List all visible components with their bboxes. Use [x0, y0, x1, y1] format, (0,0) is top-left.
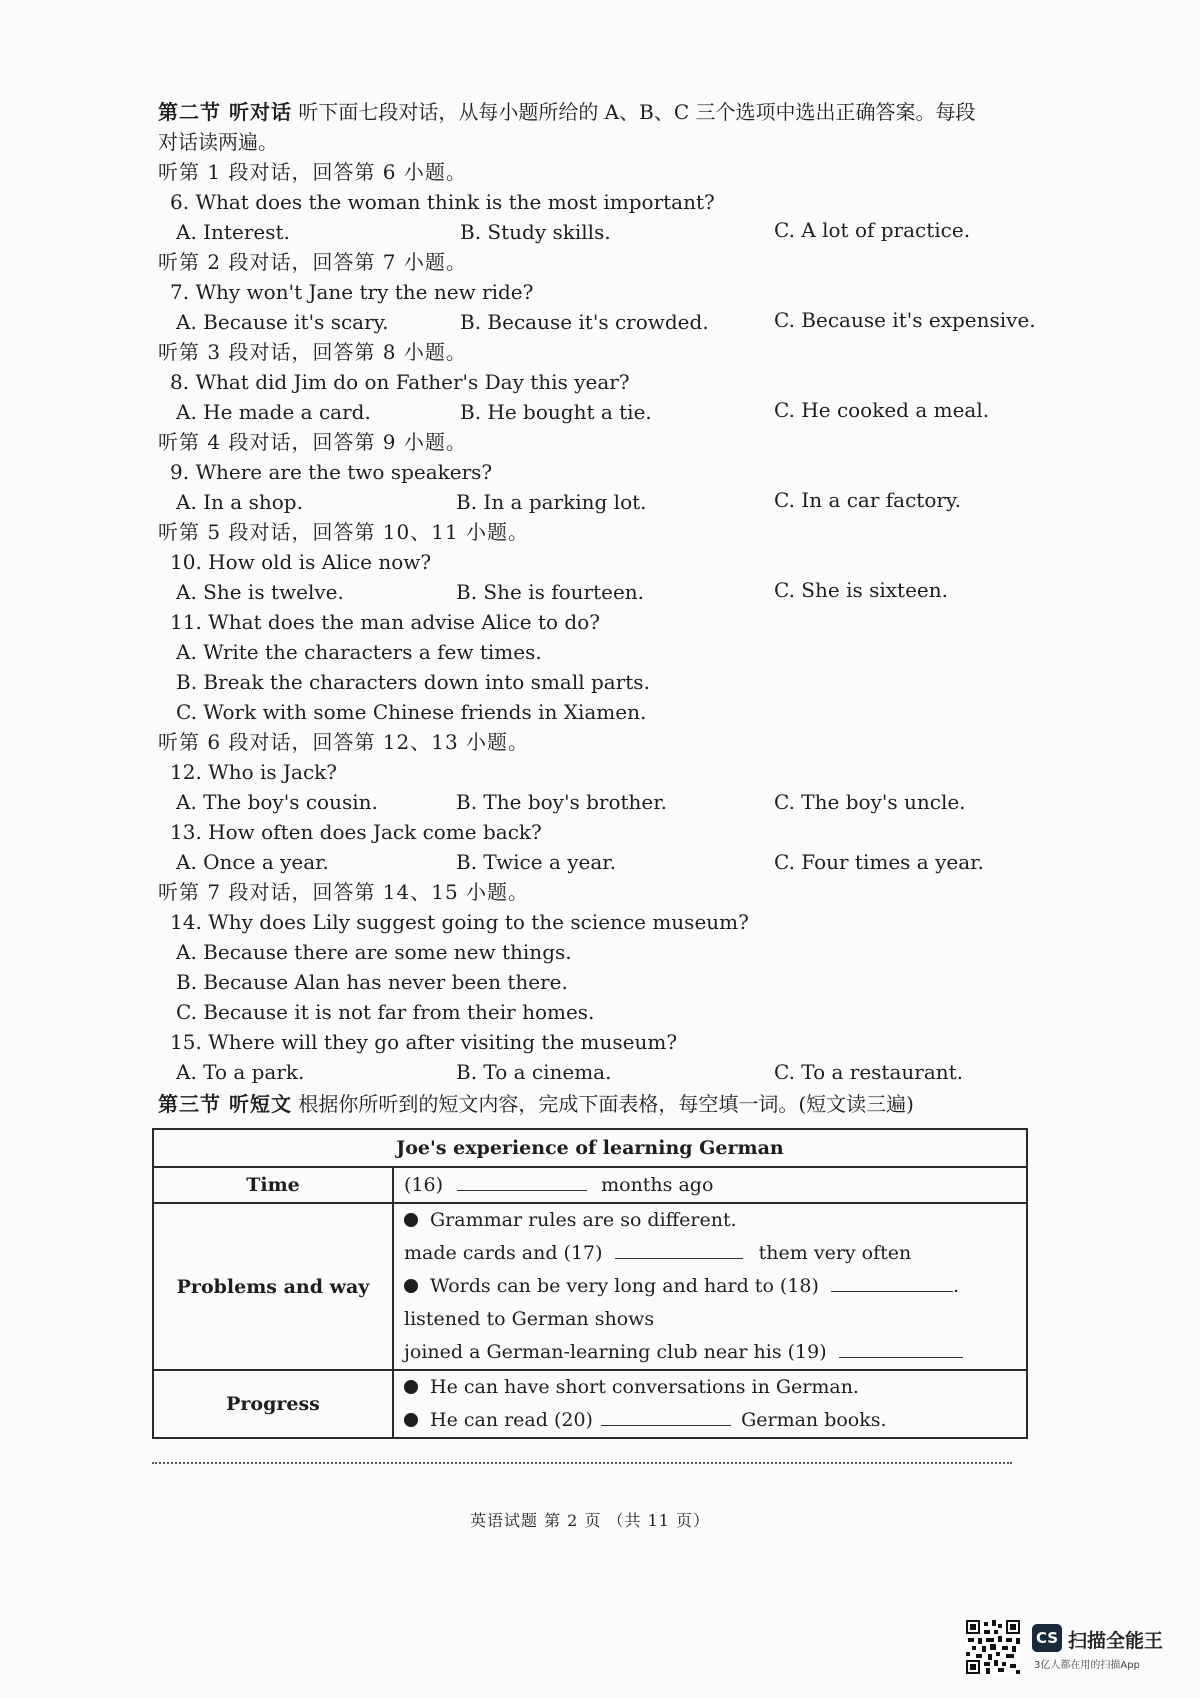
- option-b: B. Because it's crowded.: [460, 310, 709, 334]
- bullet-icon: [404, 1380, 418, 1394]
- option-b: B. To a cinema.: [456, 1060, 612, 1084]
- option-a: A. In a shop.: [176, 490, 303, 514]
- section3-instruction: 根据你所听到的短文内容，完成下面表格，每空填一词。(短文读三遍): [298, 1092, 914, 1116]
- blank-16[interactable]: [457, 1170, 587, 1191]
- dotted-divider: [152, 1462, 1012, 1464]
- blank-20[interactable]: [601, 1405, 731, 1426]
- option-c: C. Work with some Chinese friends in Xiamen.: [176, 700, 647, 724]
- progress-label: Progress: [153, 1370, 393, 1438]
- question-text: 14. Why does Lily suggest going to the science museum?: [170, 910, 749, 934]
- option-b: B. She is fourteen.: [456, 580, 645, 604]
- progress-read-pre: He can read (20): [430, 1409, 593, 1431]
- bullet-icon: [404, 1413, 418, 1427]
- option-c: C. Because it is not far from their homes.: [176, 1000, 595, 1024]
- section2-instruction: 听下面七段对话，从每小题所给的 A、B、C 三个选项中选出正确答案。每段: [298, 100, 976, 124]
- question-text: 13. How often does Jack come back?: [170, 820, 542, 844]
- option-a: A. Interest.: [176, 220, 290, 244]
- option-b: B. In a parking lot.: [456, 490, 647, 514]
- camscanner-tagline: 3亿人都在用的扫描App: [1034, 1660, 1140, 1671]
- option-a: A. Write the characters a few times.: [176, 640, 542, 664]
- bullet-icon: [404, 1213, 418, 1227]
- question-text: 6. What does the woman think is the most important?: [170, 190, 715, 214]
- problems-label: Problems and way: [153, 1203, 393, 1370]
- option-a: A. She is twelve.: [176, 580, 344, 604]
- option-b: B. The boy's brother.: [456, 790, 667, 814]
- camscanner-logo: CS: [1032, 1624, 1062, 1652]
- bullet-icon: [404, 1279, 418, 1293]
- option-c: C. Four times a year.: [774, 850, 984, 874]
- dialogue-intro: 听第 2 段对话，回答第 7 小题。: [158, 250, 467, 274]
- section2-heading: [158, 98, 976, 126]
- option-b: B. Twice a year.: [456, 850, 617, 874]
- option-a: A. Because it's scary.: [176, 310, 389, 334]
- progress-conversations: He can have short conversations in German.: [430, 1376, 859, 1398]
- way-cards-pre: made cards and (17): [404, 1242, 603, 1264]
- progress-cell: [393, 1370, 1027, 1438]
- option-c: C. A lot of practice.: [774, 218, 971, 242]
- problem-words-end: .: [952, 1275, 960, 1297]
- way-cards-post: them very often: [758, 1242, 912, 1264]
- learning-german-table: [152, 1128, 1028, 1439]
- time-label: Time: [153, 1167, 393, 1203]
- option-a: A. The boy's cousin.: [176, 790, 378, 814]
- option-a: A. He made a card.: [176, 400, 371, 424]
- option-a: A. Because there are some new things.: [176, 940, 572, 964]
- blank-16-label: (16): [404, 1173, 444, 1196]
- option-c: C. She is sixteen.: [774, 578, 948, 602]
- time-suffix: months ago: [601, 1173, 714, 1196]
- problem-words: Words can be very long and hard to (18): [430, 1275, 819, 1297]
- section2-instruction-cont: 对话读两遍。: [158, 130, 278, 154]
- progress-read-post: German books.: [741, 1409, 887, 1431]
- blank-18[interactable]: [831, 1271, 953, 1292]
- option-b: B. Break the characters down into small parts.: [176, 670, 650, 694]
- question-text: 7. Why won't Jane try the new ride?: [170, 280, 534, 304]
- question-text: 10. How old is Alice now?: [170, 550, 432, 574]
- option-b: B. He bought a tie.: [460, 400, 652, 424]
- option-c: C. To a restaurant.: [774, 1060, 964, 1084]
- option-c: C. He cooked a meal.: [774, 398, 990, 422]
- page-footer: 英语试题 第 2 页 （共 11 页）: [470, 1511, 711, 1530]
- camscanner-name: 扫描全能王: [1068, 1630, 1164, 1652]
- qr-code-icon: [966, 1620, 1020, 1674]
- option-c: C. The boy's uncle.: [774, 790, 966, 814]
- option-a: A. Once a year.: [176, 850, 329, 874]
- option-b: B. Study skills.: [460, 220, 611, 244]
- option-a: A. To a park.: [176, 1060, 305, 1084]
- dialogue-intro: 听第 6 段对话，回答第 12、13 小题。: [158, 730, 530, 754]
- blank-17[interactable]: [615, 1238, 743, 1259]
- way-shows: listened to German shows: [404, 1308, 655, 1330]
- problems-cell: [393, 1203, 1027, 1370]
- dialogue-intro: 听第 4 段对话，回答第 9 小题。: [158, 430, 467, 454]
- section2-title: 第二节 听对话: [158, 100, 292, 124]
- question-text: 8. What did Jim do on Father's Day this year?: [170, 370, 630, 394]
- dialogue-intro: 听第 1 段对话，回答第 6 小题。: [158, 160, 467, 184]
- question-text: 15. Where will they go after visiting the museum?: [170, 1030, 678, 1054]
- time-cell: [393, 1167, 1027, 1203]
- option-c: C. Because it's expensive.: [774, 308, 1036, 332]
- question-text: 11. What does the man advise Alice to do?: [170, 610, 600, 634]
- question-text: 9. Where are the two speakers?: [170, 460, 493, 484]
- option-c: C. In a car factory.: [774, 488, 961, 512]
- table-caption: Joe's experience of learning German: [153, 1129, 1027, 1167]
- section3-title: 第三节 听短文: [158, 1092, 292, 1116]
- dialogue-intro: 听第 7 段对话，回答第 14、15 小题。: [158, 880, 530, 904]
- dialogue-intro: 听第 3 段对话，回答第 8 小题。: [158, 340, 467, 364]
- dialogue-intro: 听第 5 段对话，回答第 10、11 小题。: [158, 520, 530, 544]
- option-b: B. Because Alan has never been there.: [176, 970, 568, 994]
- way-club: joined a German-learning club near his (19): [404, 1341, 827, 1363]
- section3-heading: [158, 1090, 914, 1118]
- blank-19[interactable]: [839, 1337, 963, 1358]
- problem-grammar: Grammar rules are so different.: [430, 1209, 737, 1231]
- question-text: 12. Who is Jack?: [170, 760, 338, 784]
